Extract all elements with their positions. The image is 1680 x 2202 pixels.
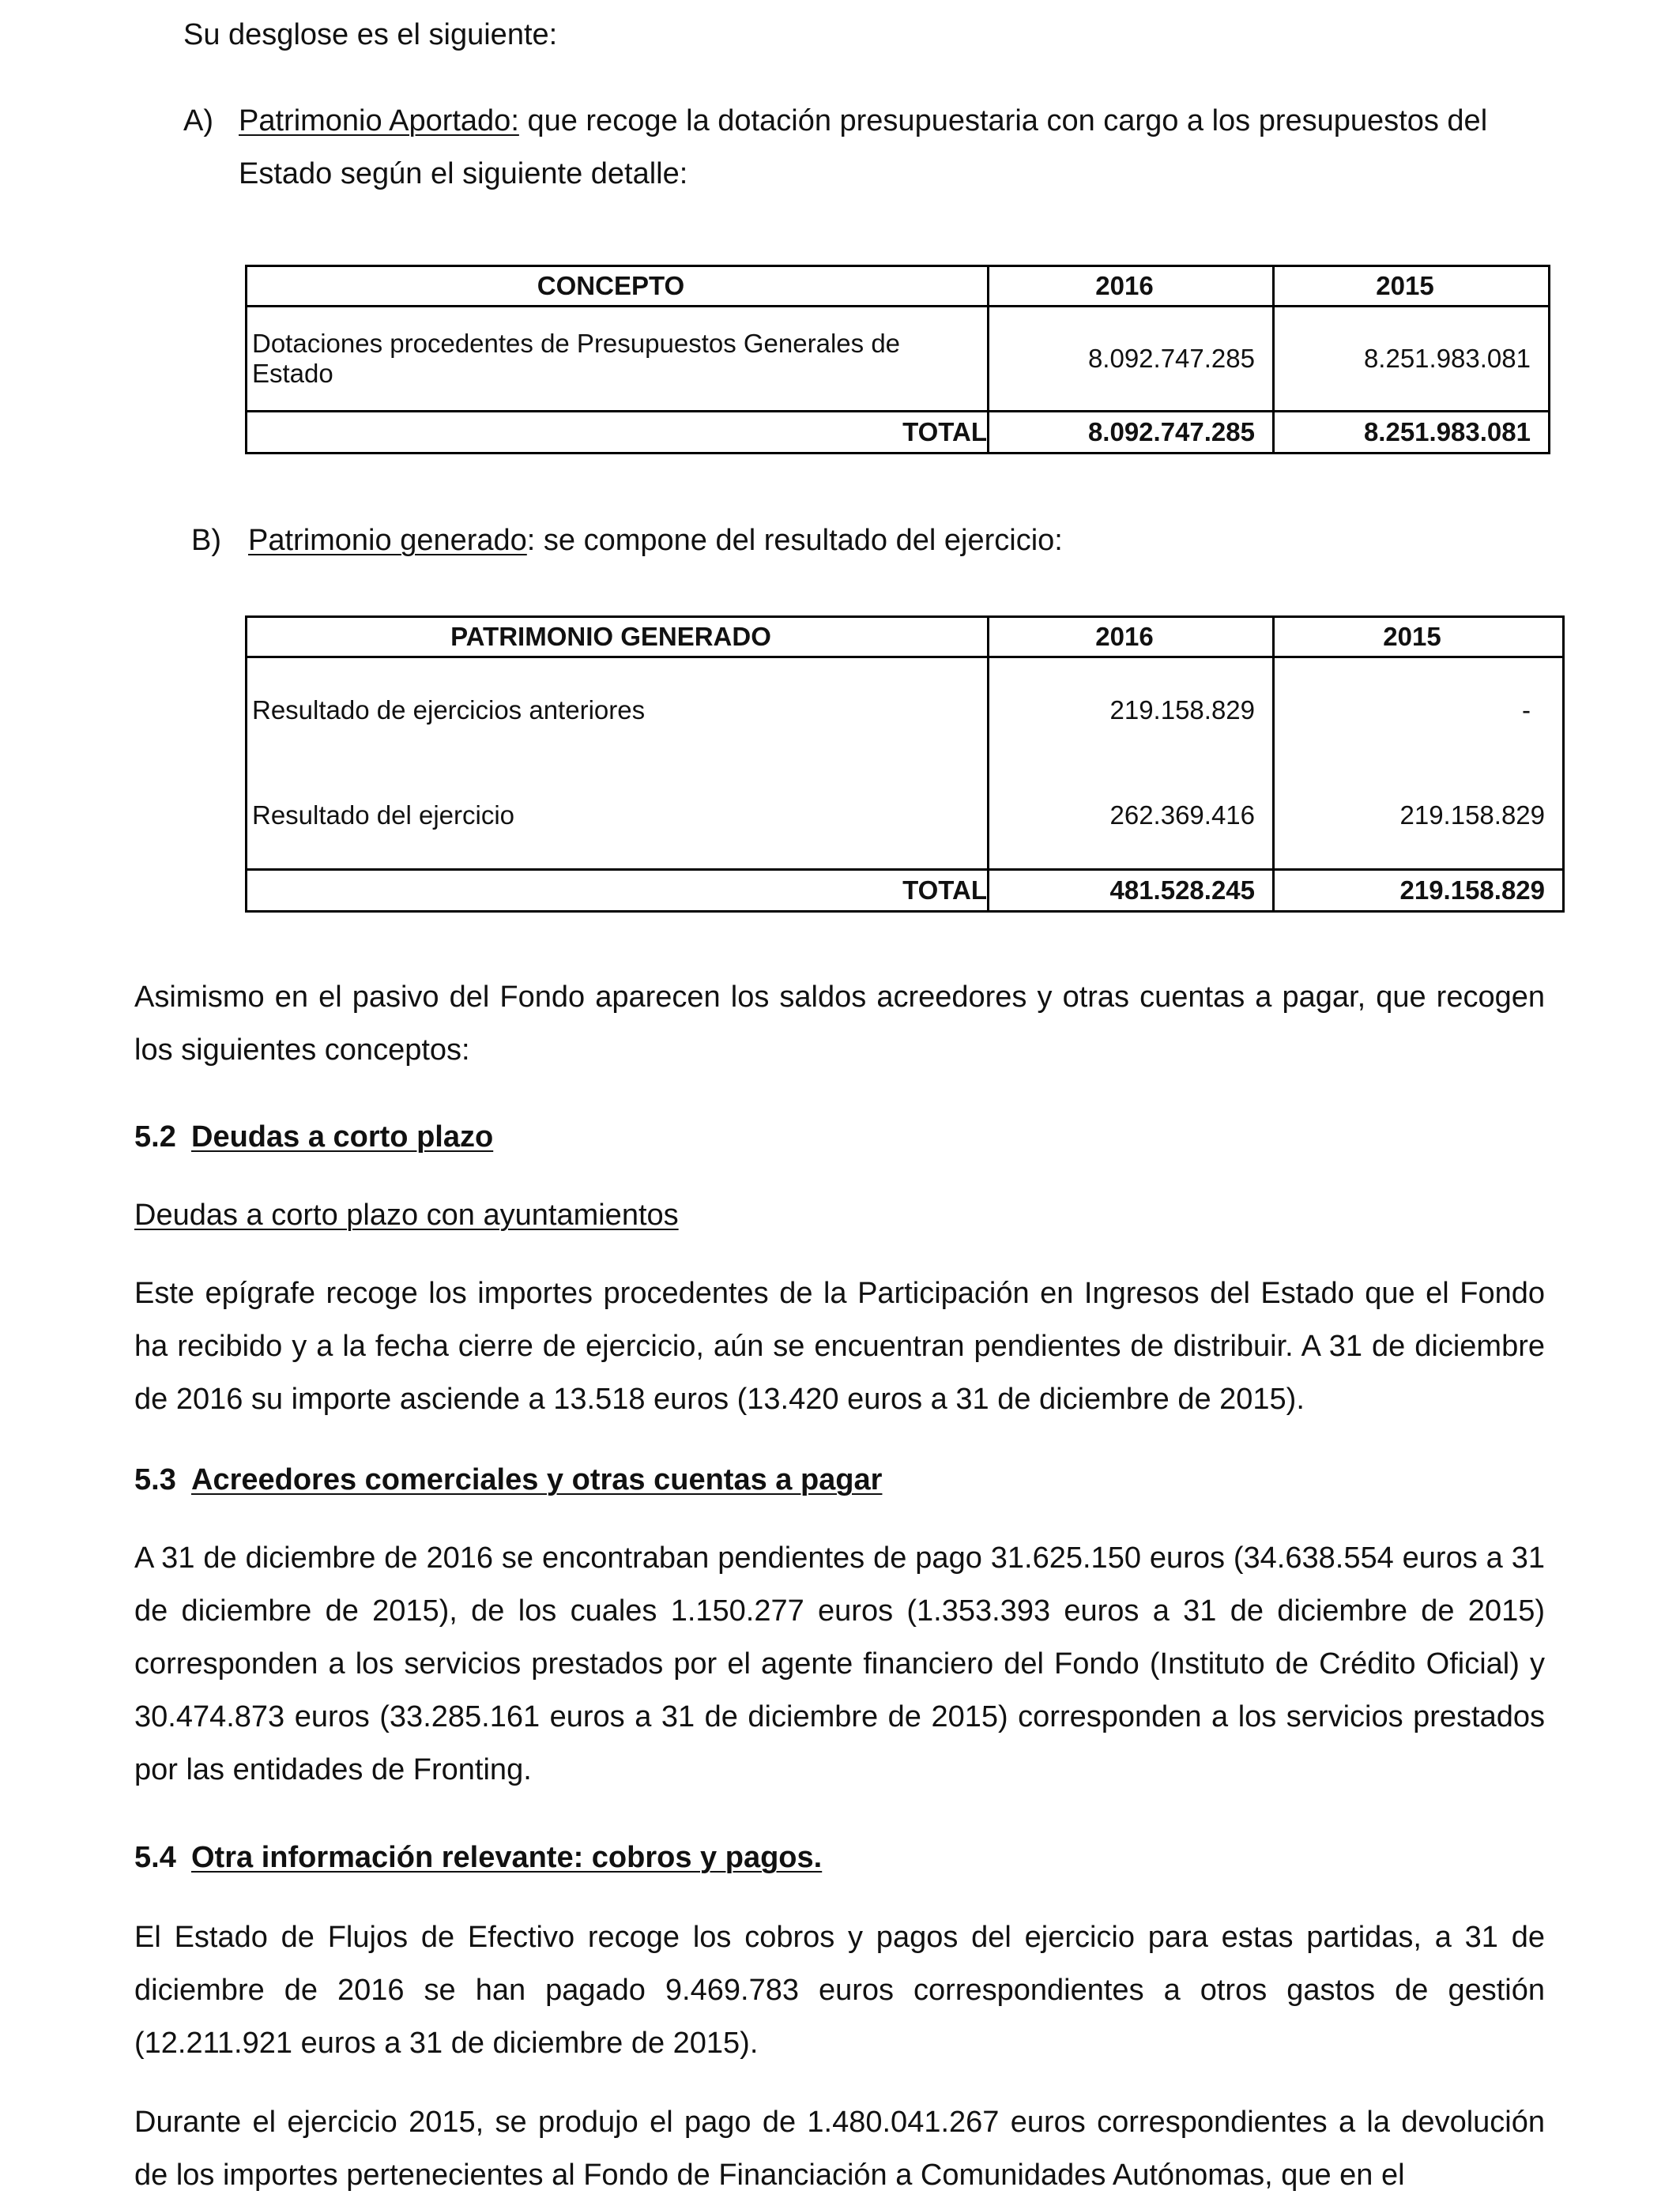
header-patrimonio-generado: PATRIMONIO GENERADO	[247, 617, 989, 657]
section-5-3-heading	[134, 1454, 882, 1507]
table-patrimonio-generado	[245, 615, 1565, 913]
row-value-2016: 8.092.747.285	[989, 307, 1274, 412]
section-5-2-number: 5.2	[134, 1120, 176, 1154]
total-value-2015: 219.158.829	[1274, 870, 1564, 912]
section-5-3-paragraph: A 31 de diciembre de 2016 se encontraban pendientes de pago 31.625.150 euros (34.638.554 euros a 31 de diciembre de 2015), de los cuales 1.150.277 euros (1.353.393 euros a 31 de diciembre de 2015) corresponden a los servicios prestados por el agente financiero del Fondo (Instituto de Crédito Oficial) y 30.474.873 euros (33.285.161 euros a 31 de diciembre de 2015) corresponden a los servicios prestados por las entidades de Fronting.	[134, 1541, 1545, 1786]
header-2016: 2016	[989, 266, 1274, 307]
header-2016: 2016	[989, 617, 1274, 657]
row-concept: Resultado de ejercicios anteriores	[247, 657, 989, 762]
table-total-row	[247, 412, 1550, 454]
total-label: TOTAL	[247, 412, 989, 454]
total-value-2016: 8.092.747.285	[989, 412, 1274, 454]
total-label: TOTAL	[247, 870, 989, 912]
table-row	[247, 307, 1550, 412]
row-concept: Resultado del ejercicio	[247, 762, 989, 870]
section-b-title: Patrimonio generado	[248, 524, 527, 557]
table-header-row	[247, 617, 1564, 657]
section-5-4-paragraph-1: El Estado de Flujos de Efectivo recoge los cobros y pagos del ejercicio para estas partidas, a 31 de diciembre de 2016 se han pagado 9.469.783 euros correspondientes a otros gastos de gestión (12.211.921 euros a 31 de diciembre de 2015).	[134, 1921, 1545, 2060]
section-5-4-title: Otra información relevante: cobros y pagos.	[191, 1841, 823, 1874]
section-5-3-number: 5.3	[134, 1463, 176, 1496]
section-a-title: Patrimonio Aportado:	[239, 104, 519, 137]
pasivo-intro-paragraph: Asimismo en el pasivo del Fondo aparecen los saldos acreedores y otras cuentas a pagar, que recogen los siguientes conceptos:	[134, 981, 1545, 1067]
header-2015: 2015	[1274, 617, 1564, 657]
row-concept: Dotaciones procedentes de Presupuestos Generales de Estado	[247, 307, 989, 412]
table-patrimonio-aportado	[245, 265, 1550, 454]
section-5-2-subtitle	[134, 1189, 679, 1242]
row-value-2016: 219.158.829	[989, 657, 1274, 762]
section-5-4-heading	[134, 1831, 822, 1884]
section-5-4-number: 5.4	[134, 1841, 176, 1874]
section-b-marker: B)	[191, 524, 221, 557]
row-value-2015: 219.158.829	[1274, 762, 1564, 870]
section-a-text-1: que recoge la dotación presupuestaria con cargo a los presupuestos del	[518, 104, 1488, 137]
table-header-row	[247, 266, 1550, 307]
section-a-text-2: Estado según el siguiente detalle:	[239, 157, 688, 190]
intro-text: Su desglose es el siguiente:	[183, 18, 558, 51]
total-value-2015: 8.251.983.081	[1274, 412, 1550, 454]
section-5-4-paragraph-2: Durante el ejercicio 2015, se produjo el pago de 1.480.041.267 euros correspondientes a la devolución de los importes pertenecientes al Fondo de Financiación a Comunidades Autónomas, que en el	[134, 2106, 1545, 2192]
total-value-2016: 481.528.245	[989, 870, 1274, 912]
row-value-2015: 8.251.983.081	[1274, 307, 1550, 412]
section-b-text: : se compone del resultado del ejercicio:	[526, 524, 1063, 557]
table-row	[247, 657, 1564, 762]
header-concepto: CONCEPTO	[247, 266, 989, 307]
section-5-2-subtitle-text: Deudas a corto plazo con ayuntamientos	[134, 1199, 679, 1232]
header-2015: 2015	[1274, 266, 1550, 307]
section-5-2-paragraph: Este epígrafe recoge los importes procedentes de la Participación en Ingresos del Estado que el Fondo ha recibido y a la fecha cierre de ejercicio, aún se encuentran pendientes de distribuir. A 31 de diciembre de 2016 su importe asciende a 13.518 euros (13.420 euros a 31 de diciembre de 2015).	[134, 1277, 1545, 1416]
section-a-line-1	[239, 95, 1487, 148]
table-row	[247, 762, 1564, 870]
section-a-marker: A)	[183, 104, 213, 137]
row-value-2015: -	[1274, 657, 1564, 762]
section-b-line	[248, 514, 1063, 567]
table-total-row	[247, 870, 1564, 912]
section-5-2-title: Deudas a corto plazo	[191, 1120, 494, 1154]
section-5-2-heading	[134, 1111, 493, 1164]
row-value-2016: 262.369.416	[989, 762, 1274, 870]
section-5-3-title: Acreedores comerciales y otras cuentas a pagar	[191, 1463, 883, 1496]
